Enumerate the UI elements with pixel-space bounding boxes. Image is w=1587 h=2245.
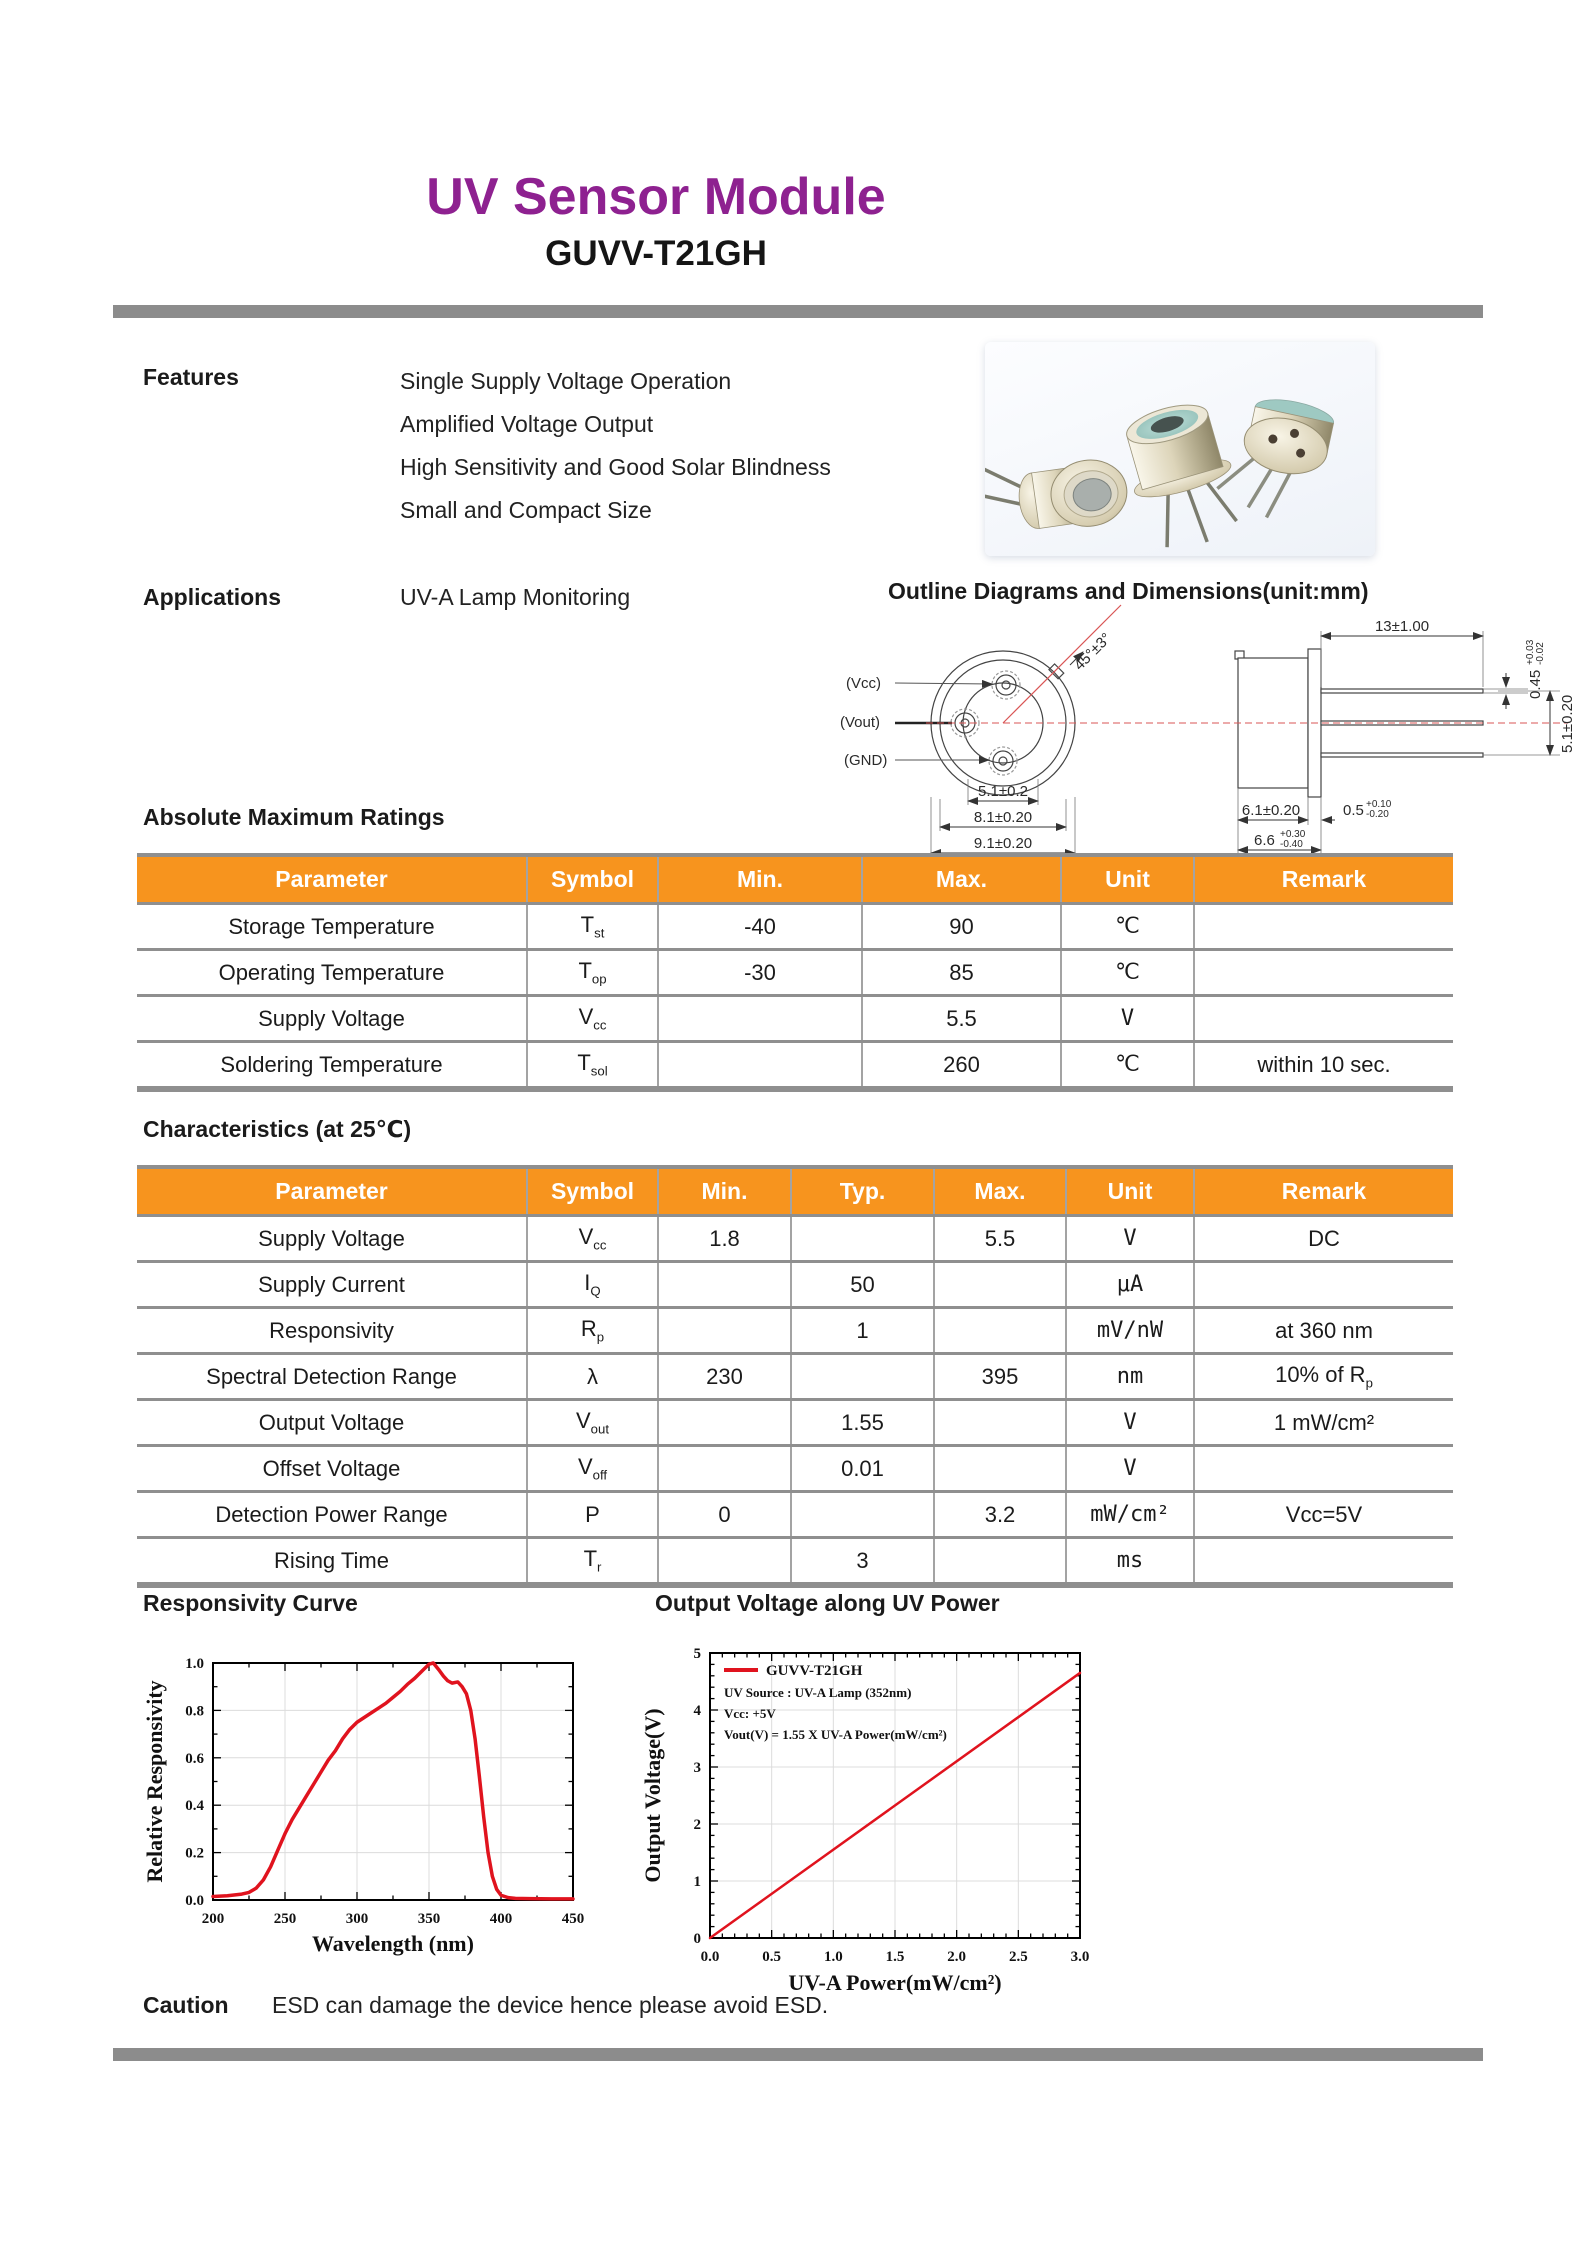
svg-text:Wavelength (nm): Wavelength (nm) (312, 1931, 474, 1956)
param-cell: Responsivity (269, 1317, 394, 1343)
svg-text:0.45: 0.45 (1527, 669, 1544, 699)
unit-cell: ms (1066, 1538, 1194, 1586)
remark-cell: within 10 sec. (1194, 1042, 1453, 1090)
unit-cell: V (1066, 1446, 1194, 1492)
pin-label-vout: (Vout) (840, 714, 881, 731)
svg-text:0.8: 0.8 (185, 1703, 204, 1720)
sym-cell: $T_r$ (527, 1538, 658, 1586)
svg-text:3.0: 3.0 (1070, 1949, 1090, 1965)
svg-text:-0.40: -0.40 (1280, 839, 1303, 850)
responsivity-chart-title: Responsivity Curve (143, 1590, 358, 1616)
angle-label: 45°±3° (1070, 629, 1115, 674)
unit-cell: V (1066, 1400, 1194, 1446)
sym-cell: $V_{off}$ (527, 1446, 658, 1492)
table-row (137, 1492, 1453, 1538)
svg-text:6.6: 6.6 (1254, 832, 1275, 849)
min-cell: -40 (658, 904, 862, 950)
vcc-leader (895, 683, 992, 684)
typ-cell (791, 1216, 934, 1262)
svg-text:1.5: 1.5 (885, 1949, 905, 1965)
sym-cell: $T_{op}$ (527, 950, 658, 996)
unit-cell: mW/cm² (1066, 1492, 1194, 1538)
unit-cell: nm (1066, 1354, 1194, 1400)
column-header: Typ. (791, 1167, 934, 1216)
param-cell: Output Voltage (258, 1409, 405, 1435)
max-cell: 395 (934, 1354, 1066, 1400)
column-header: Min. (658, 855, 862, 904)
column-header: Unit (1061, 855, 1194, 904)
sensor-can-top (1115, 395, 1250, 556)
typ-cell: 1.55 (791, 1400, 934, 1446)
column-header: Symbol (527, 855, 658, 904)
dim-body-depth: 6.1±0.20 (1241, 802, 1301, 819)
column-header: Max. (862, 855, 1061, 904)
divider-bar-bottom (113, 2048, 1483, 2061)
svg-text:2: 2 (693, 1817, 701, 1833)
typ-cell (791, 1354, 934, 1400)
svg-text:3: 3 (693, 1760, 701, 1776)
dim-outer-diameter: 9.1±0.20 (973, 835, 1033, 852)
remark-cell: 1 mW/cm² (1194, 1400, 1453, 1446)
svg-text:0: 0 (693, 1931, 701, 1947)
min-cell: 230 (658, 1354, 791, 1400)
svg-text:200: 200 (201, 1911, 225, 1927)
max-cell: 5.5 (862, 996, 1061, 1042)
table-row (137, 1308, 1453, 1354)
dim-inner-diameter: 5.1±0.2 (978, 783, 1028, 800)
remark-cell: at 360 nm (1194, 1308, 1453, 1354)
applications-label: Applications (143, 584, 282, 610)
column-header: Unit (1066, 1167, 1194, 1216)
column-header: Parameter (137, 855, 527, 904)
param-cell: Supply Voltage (258, 1225, 405, 1251)
max-cell: 85 (862, 950, 1061, 996)
remark-cell (1194, 1538, 1453, 1586)
feature-item: Amplified Voltage Output (400, 411, 654, 437)
dim-flange-thickness (1343, 799, 1392, 820)
svg-text:Relative Responsivity: Relative Responsivity (142, 1680, 167, 1883)
svg-text:250: 250 (273, 1911, 297, 1927)
table-row (137, 950, 1453, 996)
max-cell: 90 (862, 904, 1061, 950)
column-header: Remark (1194, 1167, 1453, 1216)
dim-lead-thickness (1525, 639, 1546, 699)
table-row (137, 1262, 1453, 1308)
sym-cell: λ (527, 1354, 658, 1400)
remark-cell (1194, 904, 1453, 950)
svg-text:300: 300 (345, 1911, 369, 1927)
svg-text:4: 4 (693, 1703, 701, 1719)
min-cell (658, 996, 862, 1042)
max-cell (934, 1308, 1066, 1354)
sensor-can-left (985, 434, 1131, 544)
param-cell: Supply Voltage (258, 1005, 405, 1031)
dim-mid-diameter: 8.1±0.20 (973, 809, 1033, 826)
model-number: GUVV-T21GH (545, 234, 767, 273)
svg-text:UV Source : UV-A Lamp (352nm): UV Source : UV-A Lamp (352nm) (724, 1685, 912, 1700)
svg-text:1: 1 (693, 1874, 701, 1890)
feature-item: High Sensitivity and Good Solar Blindness (400, 454, 831, 480)
svg-text:GUVV-T21GH: GUVV-T21GH (766, 1663, 863, 1679)
min-cell (658, 1446, 791, 1492)
min-cell (658, 1308, 791, 1354)
unit-cell: V (1061, 996, 1194, 1042)
svg-text:0.5: 0.5 (1343, 802, 1364, 819)
features-list (400, 360, 831, 532)
table-row (137, 1400, 1453, 1446)
svg-text:-0.02: -0.02 (1535, 642, 1546, 665)
pin-label-vcc: (Vcc) (846, 675, 881, 692)
min-cell (658, 1400, 791, 1446)
unit-cell: ℃ (1061, 950, 1194, 996)
table-row (137, 996, 1453, 1042)
min-cell: 0 (658, 1492, 791, 1538)
divider-bar-top (113, 305, 1483, 318)
svg-text:-0.20: -0.20 (1366, 809, 1389, 820)
param-cell: Operating Temperature (218, 959, 445, 985)
remark-cell (1194, 996, 1453, 1042)
abs-max-table (137, 853, 1453, 1092)
svg-text:0.0: 0.0 (185, 1893, 204, 1909)
svg-text:5: 5 (693, 1646, 701, 1662)
svg-text:+0.10: +0.10 (1366, 799, 1392, 810)
svg-text:+0.03: +0.03 (1525, 639, 1536, 665)
characteristics-title: Characteristics (at 25℃) (143, 1116, 412, 1142)
sensor-can-right (1214, 390, 1337, 527)
typ-cell: 3 (791, 1538, 934, 1586)
max-cell: 260 (862, 1042, 1061, 1090)
param-cell: Supply Current (258, 1271, 405, 1297)
min-cell: 1.8 (658, 1216, 791, 1262)
svg-text:0.5: 0.5 (762, 1949, 782, 1965)
min-cell (658, 1262, 791, 1308)
svg-text:Vout(V) = 1.55 X UV-A Power(mW: Vout(V) = 1.55 X UV-A Power(mW/cm²) (724, 1727, 947, 1742)
characteristics-table (137, 1165, 1453, 1588)
output-voltage-chart (640, 1638, 1140, 2008)
param-cell: Storage Temperature (228, 913, 435, 939)
sym-cell: $R_p$ (527, 1308, 658, 1354)
remark-cell (1194, 1262, 1453, 1308)
column-header: Max. (934, 1167, 1066, 1216)
svg-text:UV-A Power(mW/cm²): UV-A Power(mW/cm²) (788, 1970, 1002, 1995)
sym-cell: $I_Q$ (527, 1262, 658, 1308)
responsivity-chart (138, 1645, 608, 1975)
svg-text:0.0: 0.0 (700, 1949, 720, 1965)
caution-text: ESD can damage the device hence please avoid ESD. (272, 1992, 829, 2018)
unit-cell: μA (1066, 1262, 1194, 1308)
sym-cell: $T_{sol}$ (527, 1042, 658, 1090)
outline-diagram (838, 603, 1578, 873)
svg-text:0.4: 0.4 (185, 1798, 204, 1815)
table-row (137, 1538, 1453, 1586)
remark-cell (1194, 950, 1453, 996)
column-header: Symbol (527, 1167, 658, 1216)
svg-text:1.0: 1.0 (185, 1656, 204, 1672)
abs-max-title: Absolute Maximum Ratings (143, 804, 445, 830)
min-cell: -30 (658, 950, 862, 996)
sym-cell: P (527, 1492, 658, 1538)
max-cell (934, 1262, 1066, 1308)
min-cell (658, 1042, 862, 1090)
remark-cell: 10% of $R_p$ (1194, 1354, 1453, 1400)
page-title: UV Sensor Module (426, 168, 886, 226)
svg-text:0.2: 0.2 (185, 1845, 204, 1862)
svg-text:Vcc: +5V: Vcc: +5V (724, 1706, 776, 1721)
dim-total-depth (1254, 829, 1306, 850)
column-header: Min. (658, 1167, 791, 1216)
dim-lead-span (1559, 695, 1576, 753)
outline-title: Outline Diagrams and Dimensions(unit:mm) (888, 578, 1369, 604)
caution-label: Caution (143, 1992, 229, 2018)
table-row (137, 1354, 1453, 1400)
max-cell (934, 1538, 1066, 1586)
table-row (137, 1446, 1453, 1492)
sym-cell: $V_{cc}$ (527, 1216, 658, 1262)
feature-item: Small and Compact Size (400, 497, 652, 523)
max-cell (934, 1400, 1066, 1446)
angle-line (1003, 605, 1121, 723)
max-cell (934, 1446, 1066, 1492)
sym-cell: $T_{st}$ (527, 904, 658, 950)
column-header: Remark (1194, 855, 1453, 904)
table-row (137, 904, 1453, 950)
typ-cell: 50 (791, 1262, 934, 1308)
pin-label-gnd: (GND) (844, 752, 888, 769)
sym-cell: $V_{out}$ (527, 1400, 658, 1446)
remark-cell (1194, 1446, 1453, 1492)
svg-text:350: 350 (417, 1911, 441, 1927)
svg-text:2.5: 2.5 (1008, 1949, 1028, 1965)
typ-cell: 1 (791, 1308, 934, 1354)
param-cell: Rising Time (274, 1547, 389, 1573)
svg-text:1.0: 1.0 (823, 1949, 843, 1965)
table-row (137, 1216, 1453, 1262)
max-cell: 3.2 (934, 1492, 1066, 1538)
column-header: Parameter (137, 1167, 527, 1216)
output-voltage-chart-title: Output Voltage along UV Power (655, 1590, 1000, 1616)
remark-cell: DC (1194, 1216, 1453, 1262)
min-cell (658, 1538, 791, 1586)
feature-item: Single Supply Voltage Operation (400, 368, 732, 394)
max-cell: 5.5 (934, 1216, 1066, 1262)
unit-cell: mV/nW (1066, 1308, 1194, 1354)
svg-text:400: 400 (489, 1911, 513, 1927)
typ-cell (791, 1492, 934, 1538)
svg-text:Output Voltage(V): Output Voltage(V) (640, 1708, 665, 1883)
svg-text:2.0: 2.0 (947, 1949, 967, 1965)
svg-text:0.6: 0.6 (185, 1750, 204, 1767)
svg-text:+0.30: +0.30 (1280, 829, 1306, 840)
param-cell: Soldering Temperature (220, 1051, 443, 1077)
dim-lead-length: 13±1.00 (1374, 618, 1430, 635)
title-block (0, 168, 1312, 274)
unit-cell: ℃ (1061, 1042, 1194, 1090)
svg-text:450: 450 (561, 1911, 585, 1927)
svg-text:5.1±0.20: 5.1±0.20 (1559, 694, 1576, 753)
product-photo (985, 342, 1375, 556)
features-label: Features (143, 364, 239, 390)
table-row (137, 1042, 1453, 1090)
remark-cell: Vcc=5V (1194, 1492, 1453, 1538)
typ-cell: 0.01 (791, 1446, 934, 1492)
unit-cell: V (1066, 1216, 1194, 1262)
unit-cell: ℃ (1061, 904, 1194, 950)
param-cell: Detection Power Range (215, 1501, 448, 1527)
sym-cell: $V_{cc}$ (527, 996, 658, 1042)
param-cell: Spectral Detection Range (206, 1363, 457, 1389)
product-photo-illustration (985, 342, 1375, 556)
applications-value: UV-A Lamp Monitoring (400, 584, 631, 610)
param-cell: Offset Voltage (262, 1455, 401, 1481)
